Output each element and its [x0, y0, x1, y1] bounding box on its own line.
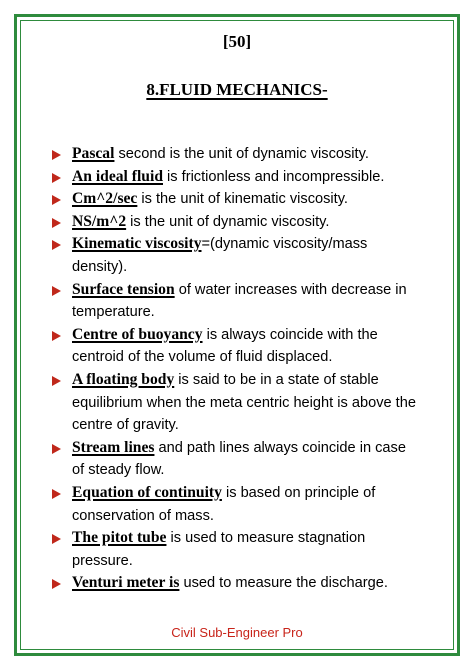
- description: is used to measure stagnation pressure.: [72, 530, 366, 569]
- arrow-bullet-icon: [52, 195, 61, 205]
- list-item: [50, 482, 422, 527]
- description: and path lines always coincide in case of steady flow.: [72, 439, 406, 479]
- arrow-bullet-icon: [52, 173, 61, 183]
- footer-brand: Civil Sub-Engineer Pro: [171, 625, 303, 640]
- notes-list: [50, 143, 422, 595]
- term: Surface tension: [72, 280, 175, 298]
- description: is the unit of kinematic viscosity.: [137, 191, 348, 208]
- list-item: [50, 188, 422, 211]
- section-title-text: 8.FLUID MECHANICS-: [146, 80, 328, 99]
- term: Stream lines: [72, 438, 155, 456]
- section-title: [0, 80, 474, 100]
- description: second is the unit of dynamic viscosity.: [114, 146, 369, 162]
- term: The pitot tube: [72, 529, 167, 547]
- list-item: [50, 233, 422, 278]
- arrow-bullet-icon: [52, 489, 61, 499]
- term: Kinematic viscosity: [72, 235, 202, 253]
- list-item: [50, 211, 422, 234]
- description: is based on principle of conservation of mass.: [72, 484, 376, 524]
- term: Equation of continuity: [72, 483, 222, 501]
- term: Venturi meter is: [72, 574, 180, 592]
- list-item: [50, 143, 422, 166]
- list-item: [50, 166, 422, 189]
- arrow-bullet-icon: [52, 286, 61, 296]
- list-item: [50, 324, 422, 369]
- term: Centre of buoyancy: [72, 325, 203, 343]
- term: NS/m^2: [72, 212, 127, 230]
- description: used to measure the discharge.: [179, 575, 388, 592]
- arrow-bullet-icon: [52, 376, 61, 386]
- term: Pascal: [72, 145, 115, 162]
- arrow-bullet-icon: [52, 331, 61, 341]
- description: is said to be in a state of stable equilibrium when the meta centric height is above the centre of gravity.: [72, 371, 416, 434]
- description: is always coincide with the centroid of the volume of fluid displaced.: [72, 326, 378, 366]
- list-item: [50, 527, 422, 572]
- description: is the unit of dynamic viscosity.: [126, 213, 330, 230]
- arrow-bullet-icon: [52, 579, 61, 589]
- term: A floating body: [72, 370, 175, 388]
- description: is frictionless and incompressible.: [163, 168, 385, 185]
- arrow-bullet-icon: [52, 240, 61, 250]
- list-item: [50, 437, 422, 482]
- arrow-bullet-icon: [52, 150, 61, 160]
- arrow-bullet-icon: [52, 534, 61, 544]
- list-item: [50, 279, 422, 324]
- description: =(dynamic viscosity/mass density).: [72, 236, 368, 275]
- list-item: [50, 572, 422, 595]
- arrow-bullet-icon: [52, 444, 61, 454]
- page-number: [50]: [222, 32, 252, 51]
- description: of water increases with decrease in temperature.: [72, 281, 407, 321]
- arrow-bullet-icon: [52, 218, 61, 228]
- term: Cm^2/sec: [72, 190, 138, 208]
- list-item: [50, 369, 422, 437]
- term: An ideal fluid: [72, 167, 163, 185]
